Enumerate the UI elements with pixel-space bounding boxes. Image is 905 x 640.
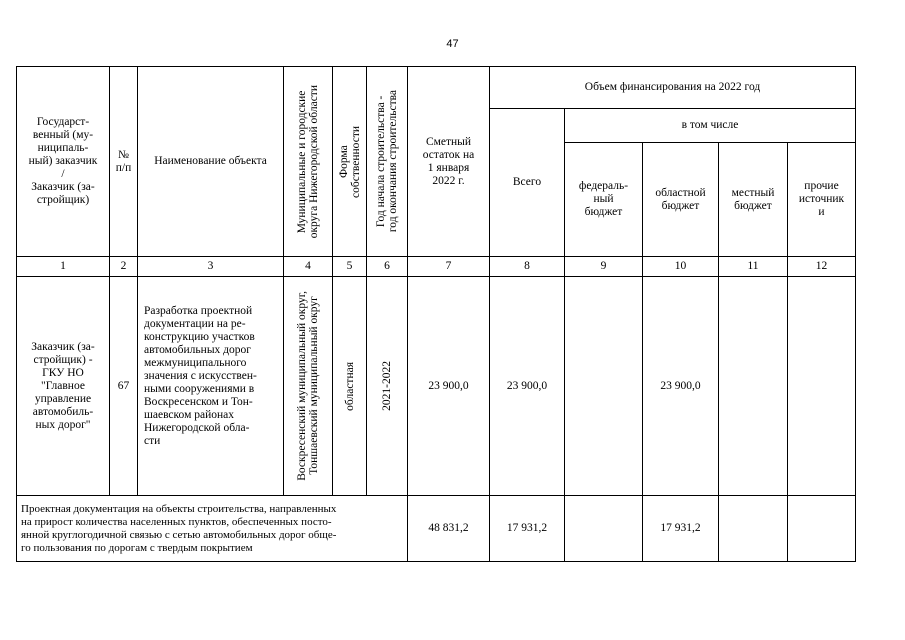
summary-estimate: 48 831,2 [408, 496, 490, 562]
summary-other [788, 496, 856, 562]
col-number: 4 [284, 257, 333, 277]
header-including: в том числе [565, 109, 856, 143]
col-number: 7 [408, 257, 490, 277]
col-number: 10 [643, 257, 719, 277]
header-financing: Объем финансирования на 2022 год [490, 67, 856, 109]
header-municipal [284, 67, 333, 257]
header-object-name: Наименование объекта [138, 67, 284, 257]
header-customer: Государст- венный (му- ниципаль- ный) заказчик / Заказчик (за- стройщик) [17, 67, 110, 257]
col-number: 8 [490, 257, 565, 277]
header-total: Всего [490, 109, 565, 257]
header-years [367, 67, 408, 257]
summary-label: Проектная документация на объекты строительства, направленных на прирост количества населенных пунктов, обеспеченных посто- янной круглогодичной связью с сетью автомобильных дорог обще- го пользования по дорогам с твердым покрытием [17, 496, 408, 562]
column-numbers-row [17, 257, 856, 277]
header-years-text: Год начала строительства - год окончания строительства [375, 90, 399, 233]
header-estimate: Сметный остаток на 1 января 2022 г. [408, 67, 490, 257]
summary-federal [565, 496, 643, 562]
col-number: 12 [788, 257, 856, 277]
row-municipal-text: Воскресенский муниципальный округ, Тоншаевский муниципальный округ [296, 291, 320, 481]
col-number: 11 [719, 257, 788, 277]
row-total: 23 900,0 [490, 277, 565, 496]
col-number: 9 [565, 257, 643, 277]
header-federal: федераль- ный бюджет [565, 143, 643, 257]
header-num: № п/п [110, 67, 138, 257]
summary-total: 17 931,2 [490, 496, 565, 562]
col-number: 5 [333, 257, 367, 277]
row-estimate: 23 900,0 [408, 277, 490, 496]
col-number: 6 [367, 257, 408, 277]
row-ownership-text: областная [343, 361, 356, 411]
header-other: прочие источник и [788, 143, 856, 257]
page-number: 47 [446, 38, 459, 50]
header-regional: областной бюджет [643, 143, 719, 257]
col-number: 2 [110, 257, 138, 277]
col-number: 1 [17, 257, 110, 277]
row-municipal [284, 277, 333, 496]
summary-row [17, 496, 856, 562]
row-local [719, 277, 788, 496]
header-municipal-text: Муниципальные и городские округа Нижегородской области [296, 84, 320, 239]
header-local: местный бюджет [719, 143, 788, 257]
col-number: 3 [138, 257, 284, 277]
row-regional: 23 900,0 [643, 277, 719, 496]
row-other [788, 277, 856, 496]
header-ownership [333, 67, 367, 257]
table-row [17, 277, 856, 496]
row-customer: Заказчик (за- стройщик) - ГКУ НО "Главное управление автомобиль- ных дорог" [17, 277, 110, 496]
summary-local [719, 496, 788, 562]
row-years-text: 2021-2022 [381, 361, 393, 411]
financing-table [16, 66, 856, 562]
header-ownership-text: Форма собственности [337, 125, 362, 198]
row-federal [565, 277, 643, 496]
row-ownership [333, 277, 367, 496]
row-object-name: Разработка проектной документации на ре- конструкцию участков автомобильных дорог межмуниципального значения с искусствен- ными сооружениями в Воскресенском и Тон- шаевском районах Нижегородской обла- сти [138, 277, 284, 496]
row-num: 67 [110, 277, 138, 496]
summary-regional: 17 931,2 [643, 496, 719, 562]
row-years [367, 277, 408, 496]
